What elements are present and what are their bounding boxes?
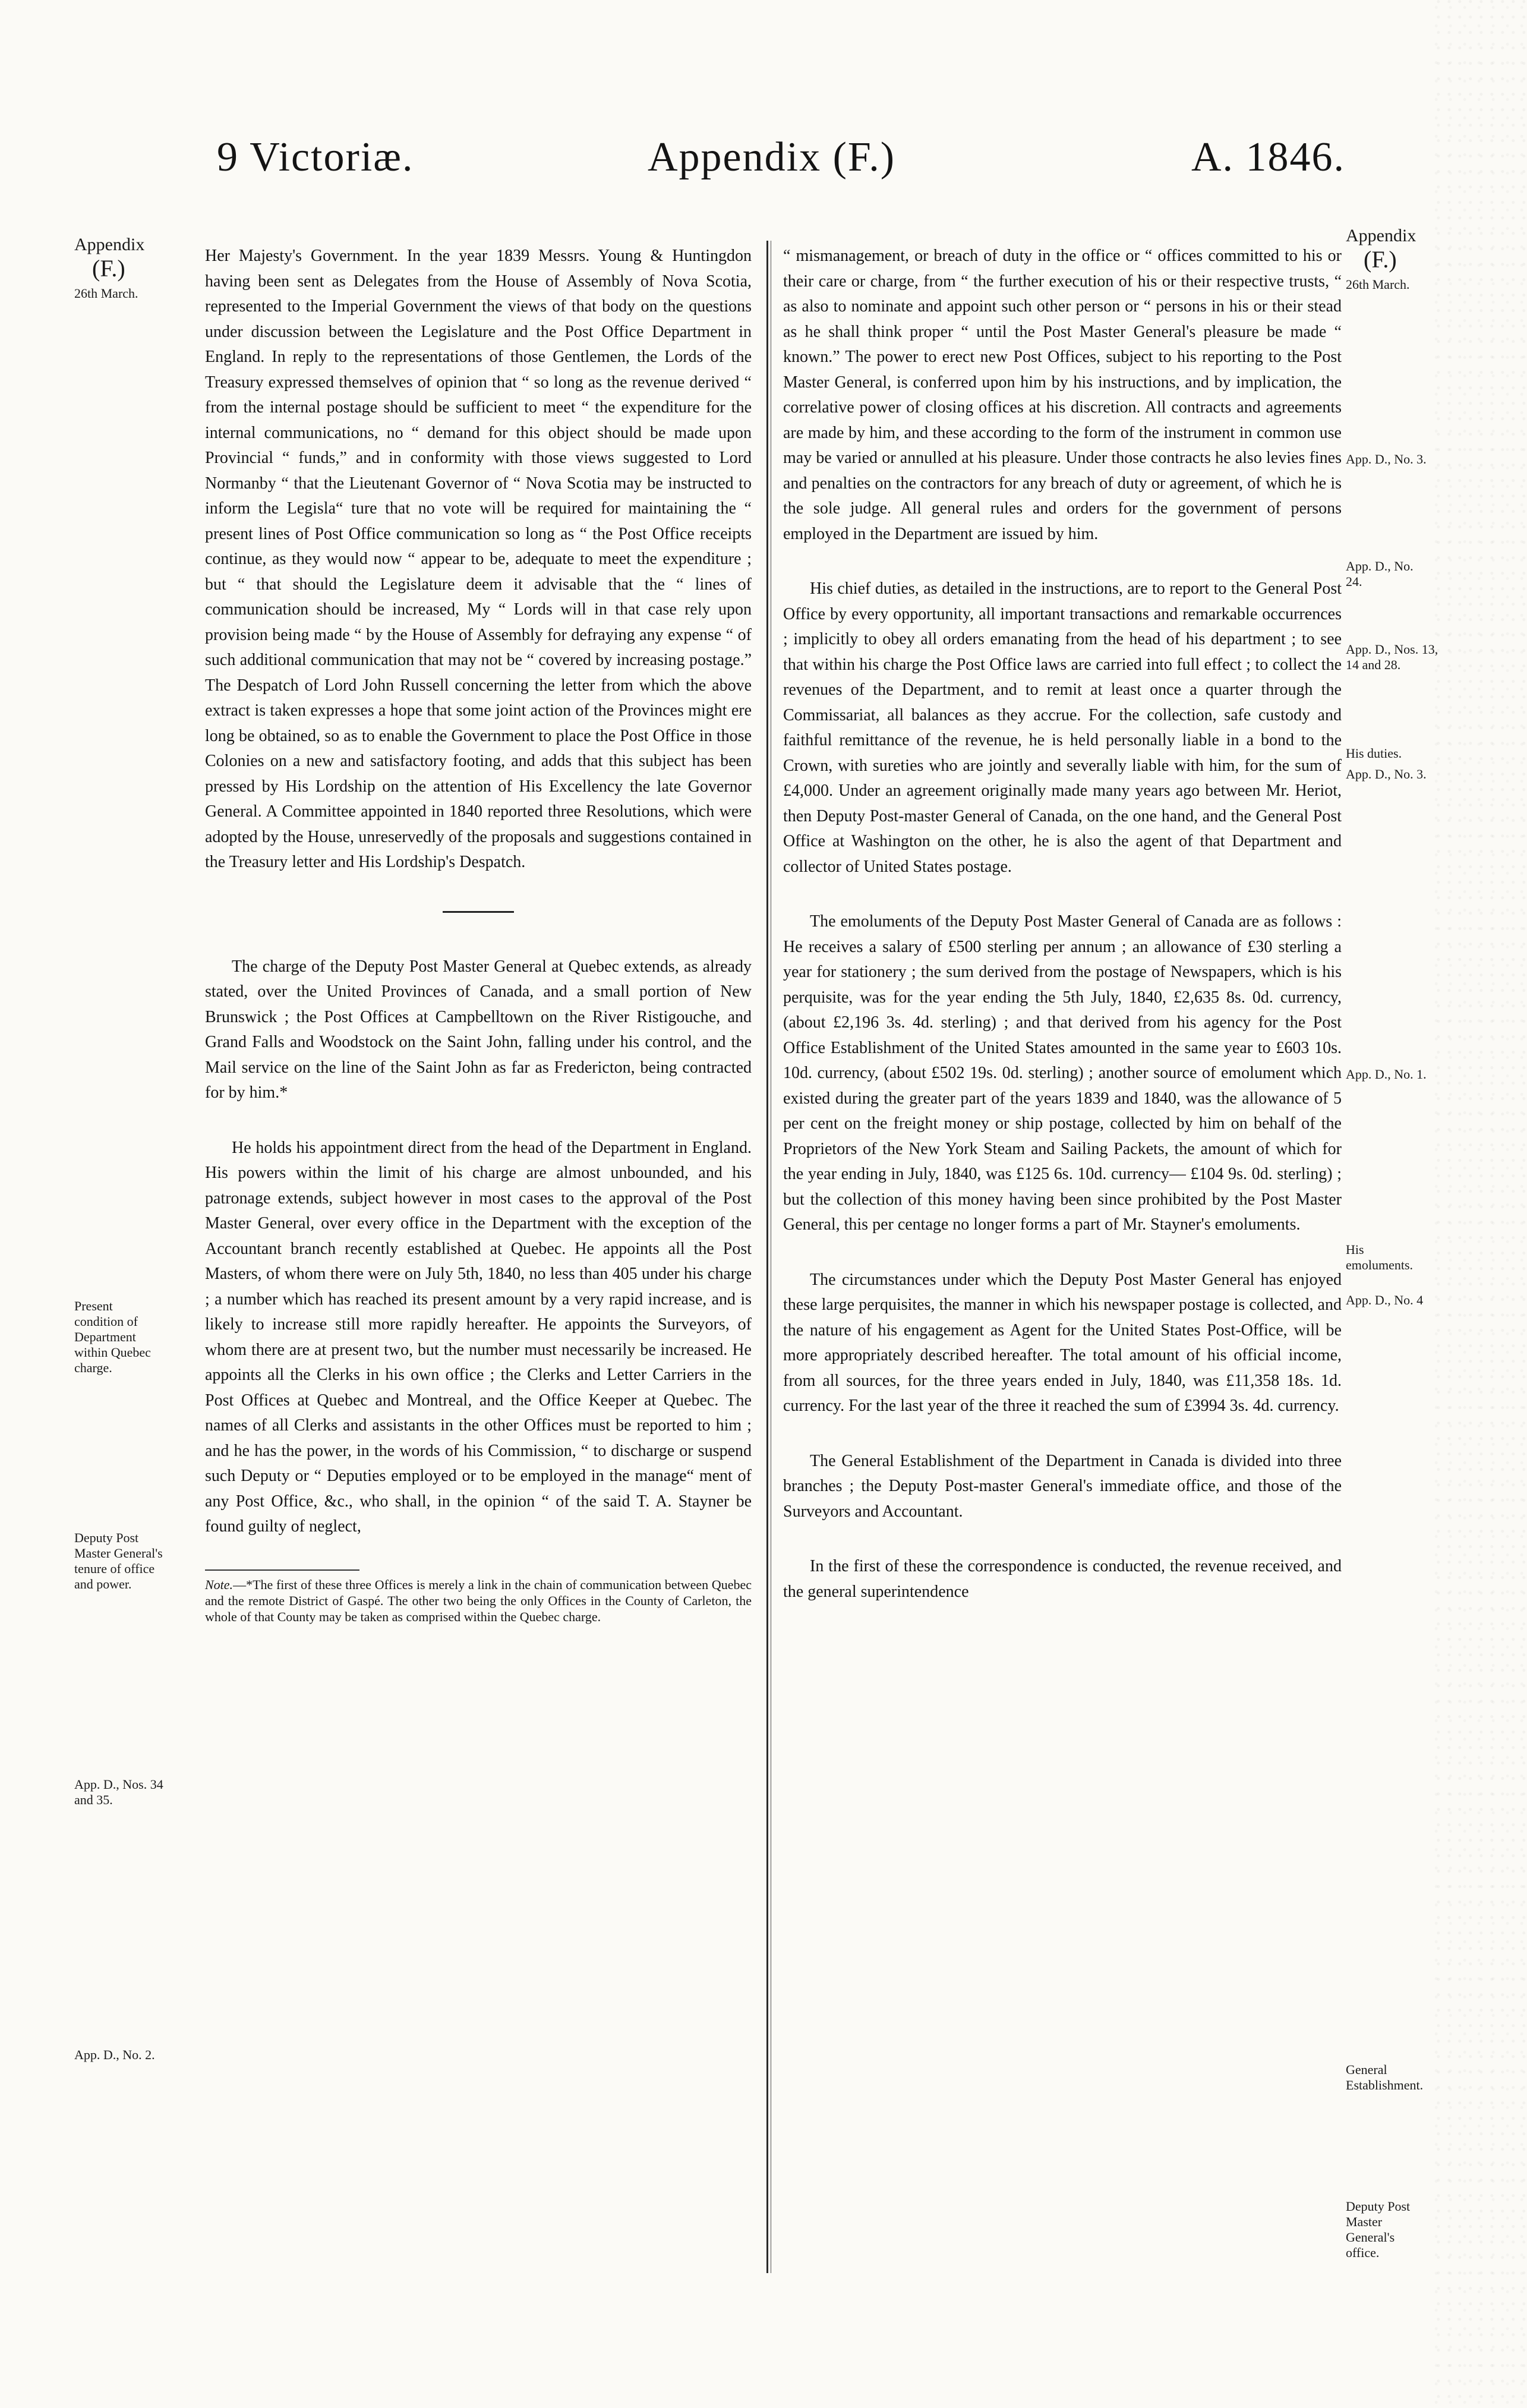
- left-appendix-mark: [74, 235, 193, 301]
- page-edge-speckle: [1432, 0, 1527, 2408]
- right-note-app-d-13-14-28: App. D., Nos. 13, 14 and 28.: [1346, 642, 1438, 672]
- right-paragraph-emoluments: The emoluments of the Deputy Post Master General of Canada are as follows : He receives a salary of £500 sterling per annum ; an allowance of £30 sterling a year for stationery ; the sum derived from the postage of Newspapers, which is his perquisite, was for the year ending the 5th July, 1840, £2,635 8s. 0d. currency, (about £2,196 3s. 4d. sterling) ; and that derived from his agency for the Post Office Establishment of the United States amounted in the same year to £603 10s. 10d. currency, (about £502 19s. 0d. sterling) ; another source of emolument which existed during the greater part of the years 1839 and 1840, was the allowance of 5 per cent on the freight money or ship postage, collected by him on behalf of the Proprietors of the New York Steam and Sailing Packets, the amount of which for the year ending in July, 1840, was £125 6s. 10d. currency— £104 9s. 0d. sterling) ; but the collection of this money having been since prohibited by the Post Master General, this per centage no longer forms a part of Mr. Stayner's emoluments.: [783, 912, 1342, 1234]
- right-appendix-letter: (F.): [1364, 246, 1397, 273]
- section-separator: [443, 911, 514, 913]
- footnote-label: Note.: [205, 1577, 234, 1592]
- right-note-app-d-4: App. D., No. 4: [1346, 1293, 1424, 1307]
- right-appendix-mark: [1346, 226, 1450, 292]
- right-note-his-duties: His duties.: [1346, 746, 1402, 761]
- column-rule: [766, 241, 768, 2273]
- session-label: 9 Victoriæ.: [217, 134, 414, 180]
- right-note-emoluments: His emoluments.: [1346, 1242, 1414, 1272]
- right-paragraph-first-branch: In the first of these the correspondence is conducted, the revenue received, and the general superintendence: [783, 1557, 1342, 1601]
- page-header: [0, 134, 1527, 205]
- footnote: [205, 1577, 752, 1625]
- left-date: 26th March.: [74, 286, 138, 301]
- right-column: [783, 244, 1342, 1634]
- right-note-app-d-3b: App. D., No. 3.: [1346, 767, 1427, 781]
- right-note-general-establishment: General Establishment.: [1346, 2062, 1424, 2092]
- left-column: [205, 244, 752, 1625]
- left-note-app-d-2: App. D., No. 2.: [74, 2047, 155, 2062]
- right-paragraph-1: “ mismanagement, or breach of duty in the office or “ offices committed to his or their care or charge, from “ the further execution of his or their respective trusts, “ as also to nominate and appoint such other person or “ persons in his or their stead as he shall think proper “ until the Post Master General's pleasure be made “ known.” The power to erect new Post Offices, subject to his reporting to the Post Master General, is conferred upon him by his instructions, and by implication, the correlative power of closing offices at his discretion. All contracts and agreements are made by him, and these according to the form of the instrument in common use may be varied or annulled at his pleasure. Under those contracts he also levies fines and penalties on the contractors for any breach of duty or agreement, of which he is the sole judge. All general rules and orders for the government of persons employed in the Department are issued by him.: [783, 247, 1342, 543]
- left-appendix-letter: (F.): [92, 255, 125, 282]
- right-note-deputy-office: Deputy Post Master General's office.: [1346, 2199, 1411, 2260]
- left-appendix-word: Appendix: [74, 235, 145, 254]
- left-paragraph-2: The charge of the Deputy Post Master General at Quebec extends, as already stated, over the United Provinces of Canada, and a small portion of New Brunswick ; the Post Offices at Campbelltown on the River Ristigouche, and Grand Falls and Woodstock on the Saint John, falling under his control, and the Mail service on the line of the Saint John as far as Fredericton, being contracted for by him.*: [205, 957, 752, 1102]
- footnote-text: —*The first of these three Offices is merely a link in the chain of communication between Quebec and the remote District of Gaspé. The other two being the only Offices in the County of Carleton, the whole of that County may be taken as comprised within the Quebec charge.: [205, 1577, 752, 1624]
- right-paragraph-establishment: The General Establishment of the Department in Canada is divided into three branches ; the Deputy Post-master General's immediate office, and those of the Surveyors and Accountant.: [783, 1451, 1342, 1521]
- right-note-app-d-3: App. D., No. 3.: [1346, 452, 1427, 467]
- left-note-app-d-34-35: App. D., Nos. 34 and 35.: [74, 1777, 163, 1807]
- year-label: A. 1846.: [1191, 134, 1346, 180]
- footnote-rule: [205, 1569, 359, 1571]
- right-paragraph-circumstances: The circumstances under which the Deputy Post Master General has enjoyed these large perquisites, the manner in which his newspaper postage is collected, and the nature of his engagement as Agent for the United States Post-Office, will be more appropriately described hereafter. The total amount of his official income, from all sources, for the three years ended in July, 1840, was £11,358 18s. 1d. currency. For the last year of the three it reached the sum of £3994 3s. 4d. currency.: [783, 1270, 1342, 1415]
- left-note-tenure: Deputy Post Master General's tenure of office and power.: [74, 1530, 163, 1591]
- right-date: 26th March.: [1346, 277, 1410, 292]
- right-appendix-word: Appendix: [1346, 226, 1416, 245]
- right-paragraph-duties: His chief duties, as detailed in the instructions, are to report to the General Post Office by every opportunity, all important transactions and remarkable occurrences ; implicitly to obey all orders emanating from the head of his department ; to see that within his charge the Post Office laws are carried into full effect ; to collect the revenues of the Department, and to remit at least once a quarter through the Commissariat, all balances as they accrue. For the collection, safe custody and faithful remittance of the revenue, he is held personally liable in a bond to the Crown, with sureties who are jointly and severally liable with him, for the sum of £4,000. Under an agreement originally made many years ago between Mr. Heriot, then Deputy Post-master General of Canada, on the one hand, and the General Post Office at Washington on the other, he is also the agent of that Department and collector of United States postage.: [783, 579, 1342, 876]
- appendix-title: Appendix (F.): [648, 134, 896, 180]
- right-note-app-d-24: App. D., No. 24.: [1346, 559, 1414, 589]
- right-note-app-d-1: App. D., No. 1.: [1346, 1067, 1427, 1082]
- left-note-present-condition: Present condition of Department within Quebec charge.: [74, 1298, 151, 1375]
- left-paragraph-3: He holds his appointment direct from the head of the Department in England. His powers within the limit of his charge are almost unbounded, and his patronage extends, subject however in most cases to the approval of the Post Master General, over every office in the Department with the exception of the Accountant branch recently established at Quebec. He appoints all the Post Masters, of whom there were on July 5th, 1840, no less than 405 under his charge ; a number which has reached its present amount by a very rapid increase, and is likely to increase still more rapidly hereafter. He appoints the Surveyors, of whom there are at present two, but the number must necessarily be increased. He appoints all the Clerks in his own office ; the Clerks and Letter Carriers in the Post Offices at Quebec and Montreal, and the Office Keeper at Quebec. The names of all Clerks and assistants in the other Offices must be reported to him ; and he has the power, in the words of his Commission, “ to discharge or suspend such Deputy or “ Deputies employed or to be employed in the manage“ ment of any Post Office, &c., who shall, in the opinion “ of the said T. A. Stayner be found guilty of neglect,: [205, 1138, 752, 1536]
- left-paragraph-1: Her Majesty's Government. In the year 1839 Messrs. Young & Huntingdon having been sent as Delegates from the House of Assembly of Nova Scotia, represented to the Imperial Government the views of that body on the questions under discussion between the Legislature and the Post Office Department in England. In reply to the representations of those Gentlemen, the Lords of the Treasury expressed themselves of opinion that “ so long as the revenue derived “ from the internal postage should be sufficient to meet “ the expenditure for the internal communications, no “ demand for this object should be made upon Provincial “ funds,” and in conformity with those views suggested to Lord Normanby “ that the Lieutenant Governor of “ Nova Scotia may be instructed to inform the Legisla“ ture that no vote will be required for maintaining the “ present lines of Post Office communication so long as “ the Post Office receipts continue, as they would now “ appear to be, adequate to meet the expenditure ; but “ that should the Legislature deem it advisable that the “ lines of communication should be increased, My “ Lords will in that case rely upon provision being made “ by the House of Assembly for defraying any expense “ of such additional communication that may not be “ covered by increasing postage.” The Despatch of Lord John Russell concerning the letter from which the above extract is taken expresses a hope that some joint action of the Provinces might ere long be obtained, so as to enable the Government to place the Post Office in those Colonies on a new and satisfactory footing, and adds that this subject has been pressed by His Lordship on the attention of His Excellency the late Governor General. A Committee appointed in 1840 reported three Resolutions, which were adopted by the House, unreservedly of the proposals and suggestions contained in the Treasury letter and His Lordship's Despatch.: [205, 247, 752, 871]
